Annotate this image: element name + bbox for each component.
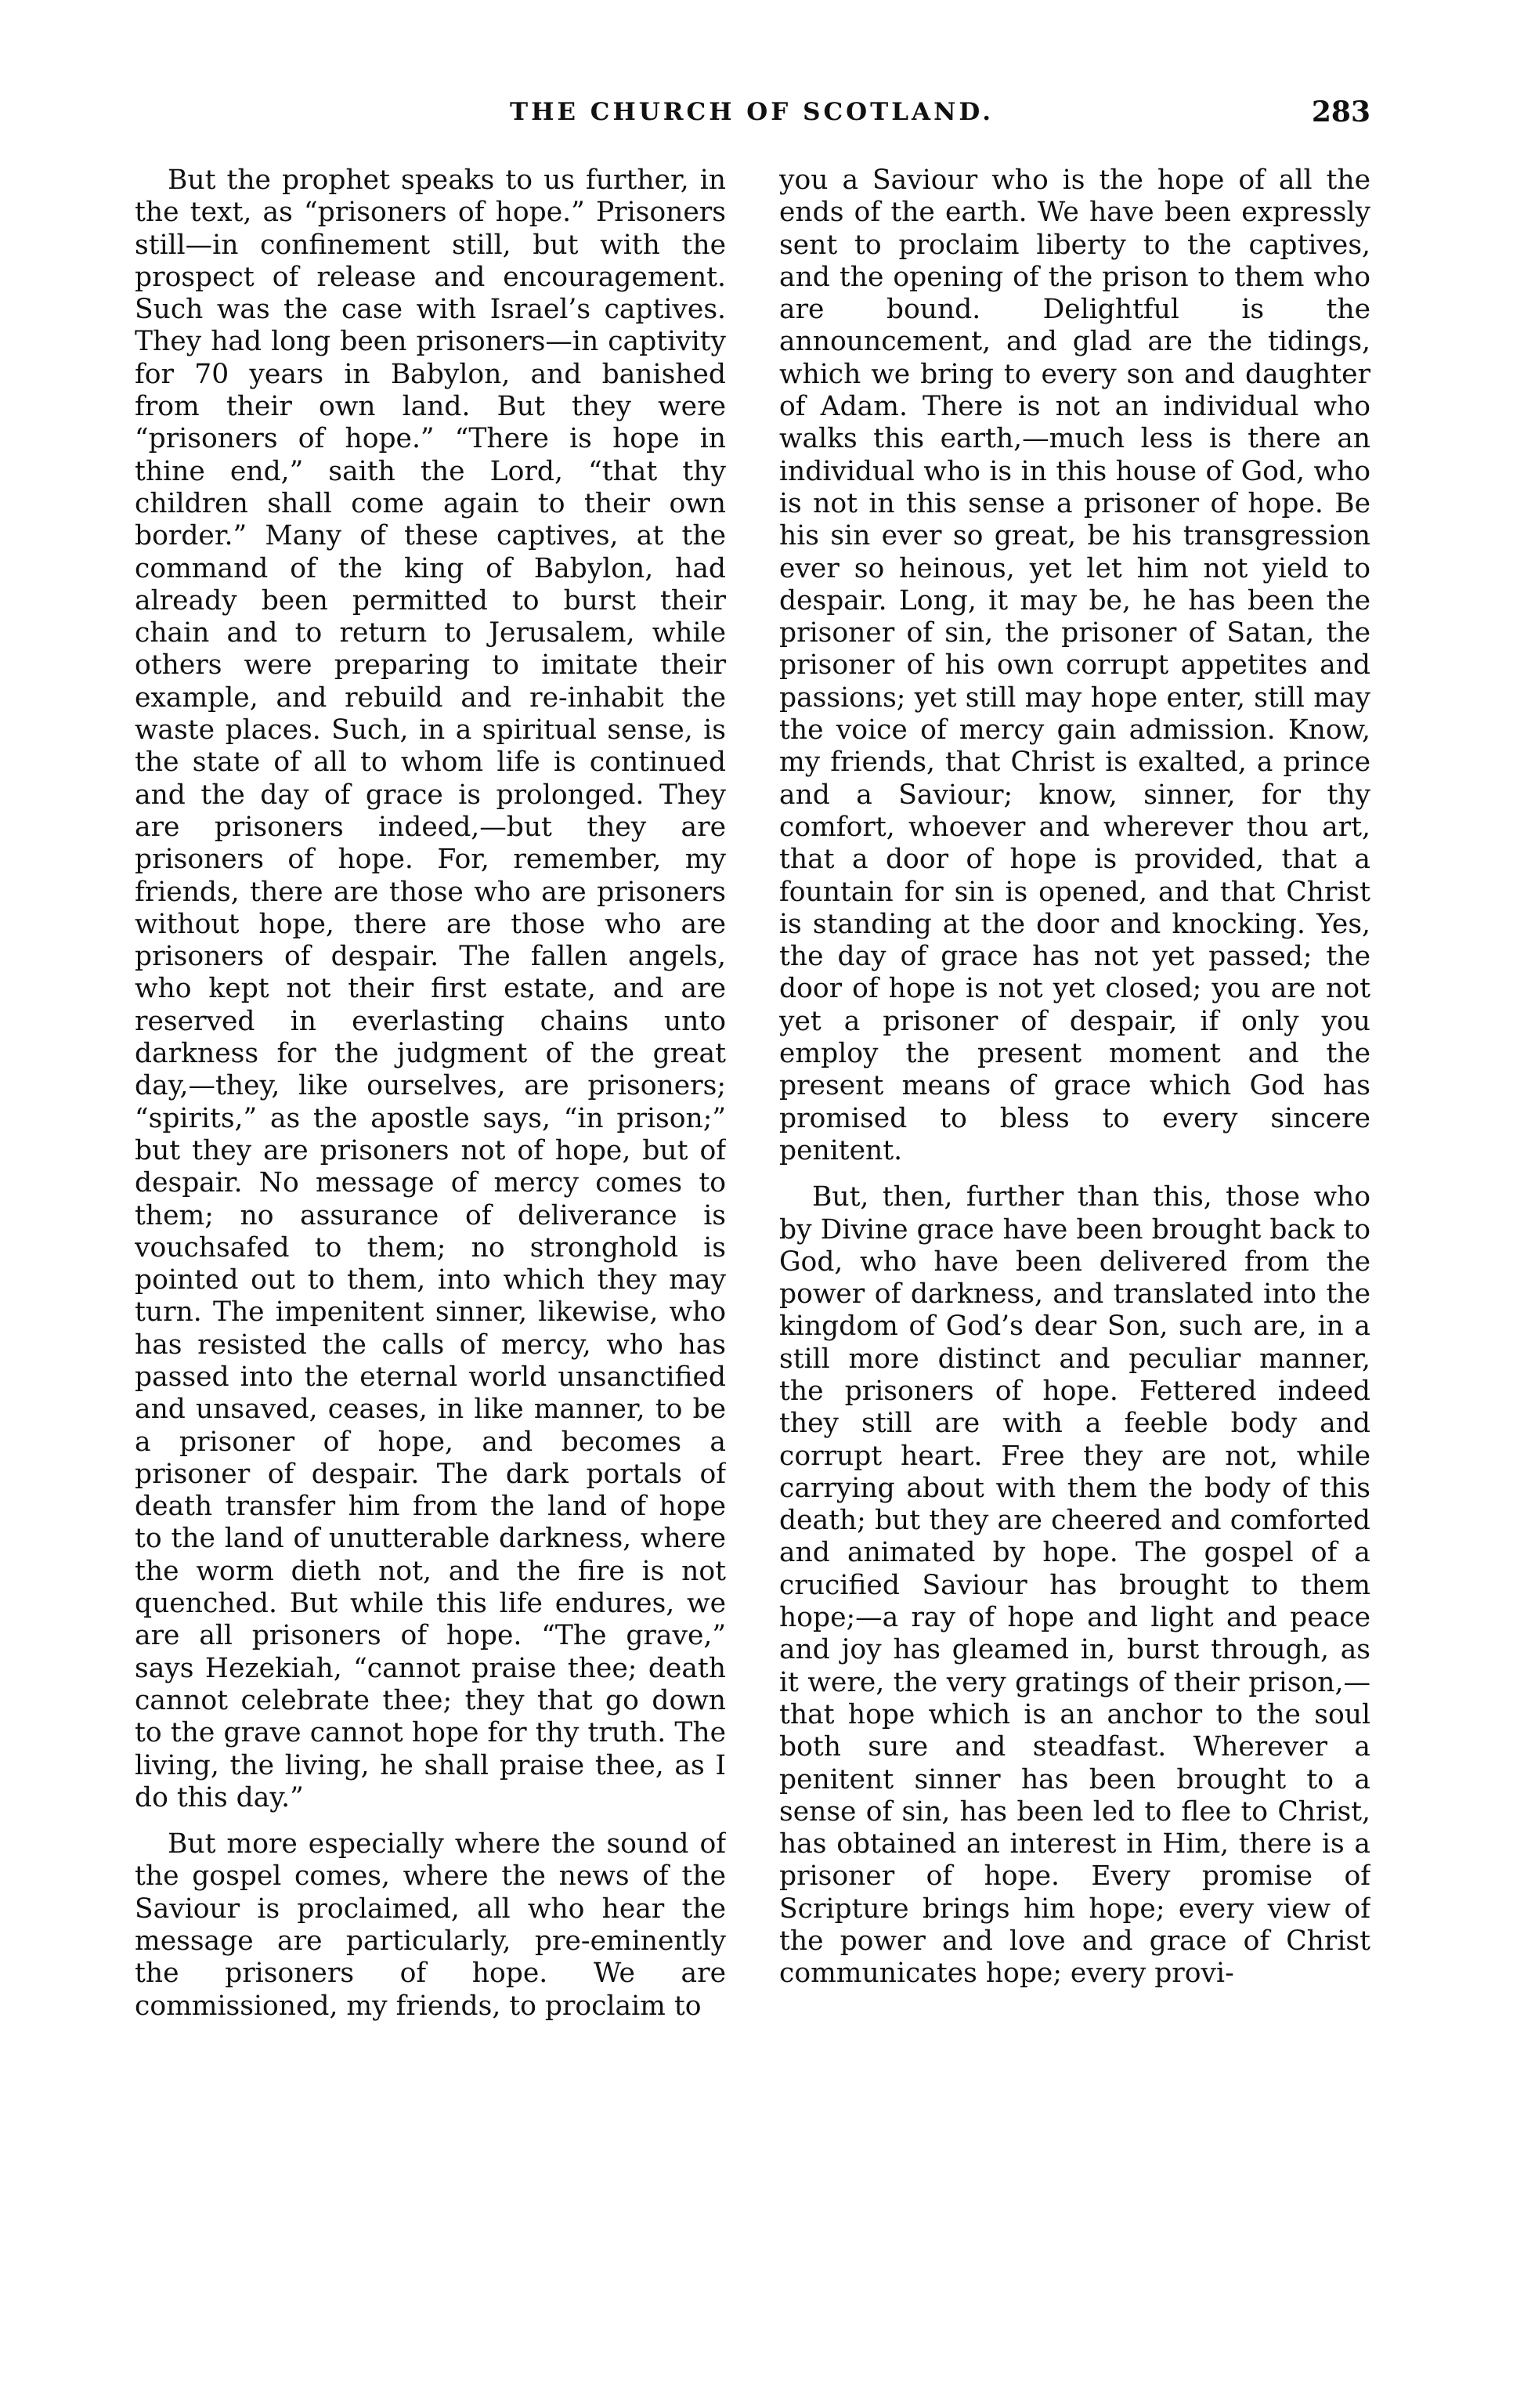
paragraph-continued: you a Saviour who is the hope of all the ends of the earth. We have been expressly sent to proclaim liberty to the captives, and the opening of the prison to them who are bound. Delightful is the announcement, and glad are the tidings, which we bring to every son and daughter of Adam. There is not an individual who walks this earth,—much less is there an individual who is in this house of God, who is not in this sense a prisoner of hope. Be his sin ever so great, be his transgression ever so heinous, yet let him not yield to despair. Long, it may be, he has been the prisoner of sin, the prisoner of Satan, the prisoner of his own corrupt appetites and passions; yet still may hope enter, still may the voice of mercy gain admission. Know, my friends, that Christ is exalted, a prince and a Saviour; know, sinner, for thy comfort, whoever and wherever thou art, that a door of hope is provided, that a fountain for sin is opened, and that Christ is standing at the door and knocking. Yes, the day of grace has not yet passed; the door of hope is not yet closed; you are not yet a prisoner of despair, if only you employ the present moment and the present means of grace which God has promised to bless to every sincere penitent. bbox=[779, 165, 1370, 1166]
paragraph: But more especially where the sound of the gospel comes, where the news of the Saviour is proclaimed, all who hear the message are particularly, pre-eminently the prisoners of hope. We are commissioned, my friends, to proclaim to bbox=[135, 1828, 726, 2022]
page-number: 283 bbox=[1311, 96, 1370, 128]
left-column bbox=[135, 165, 726, 2350]
right-column bbox=[779, 165, 1370, 2350]
paragraph: But, then, further than this, those who by Divine grace have been brought back to God, who have been delivered from the power of darkness, and translated into the kingdom of God’s dear Son, such are, in a still more distinct and peculiar manner, the prisoners of hope. Fettered indeed they still are with a feeble body and corrupt heart. Free they are not, while carrying about with them the body of this death; but they are cheered and comforted and animated by hope. The gospel of a crucified Saviour has brought to them hope;—a ray of hope and light and peace and joy has gleamed in, burst through, as it were, the very gratings of their prison,—that hope which is an anchor to the soul both sure and steadfast. Wherever a penitent sinner has been brought to a sense of sin, has been led to flee to Christ, has obtained an interest in Him, there is a prisoner of hope. Every promise of Scripture brings him hope; every view of the power and love and grace of Christ communicates hope; every provi- bbox=[779, 1181, 1370, 1990]
paragraph: But the prophet speaks to us further, in the text, as “prisoners of hope.” Prisoners still—in confinement still, but with the prospect of release and encouragement. Such was the case with Israel’s captives. They had long been prisoners—in captivity for 70 years in Babylon, and banished from their own land. But they were “prisoners of hope.” “There is hope in thine end,” saith the Lord, “that thy children shall come again to their own border.” Many of these captives, at the command of the king of Babylon, had already been permitted to burst their chain and to return to Jerusalem, while others were preparing to imitate their example, and rebuild and re-inhabit the waste places. Such, in a spiritual sense, is the state of all to whom life is continued and the day of grace is prolonged. They are prisoners indeed,—but they are prisoners of hope. For, remember, my friends, there are those who are prisoners without hope, there are those who are prisoners of despair. The fallen angels, who kept not their first estate, and are reserved in everlasting chains unto darkness for the judgment of the great day,—they, like ourselves, are prisoners; “spirits,” as the apostle says, “in prison;” but they are prisoners not of hope, but of despair. No message of mercy comes to them; no assurance of deliverance is vouchsafed to them; no stronghold is pointed out to them, into which they may turn. The impenitent sinner, likewise, who has resisted the calls of mercy, who has passed into the eternal world unsanctified and unsaved, ceases, in like manner, to be a prisoner of hope, and becomes a prisoner of despair. The dark portals of death transfer him from the land of hope to the land of unutterable darkness, where the worm dieth not, and the fire is not quenched. But while this life endures, we are all prisoners of hope. “The grave,” says Hezekiah, “cannot praise thee; death cannot celebrate thee; they that go down to the grave cannot hope for thy truth. The living, the living, he shall praise thee, as I do this day.” bbox=[135, 165, 726, 1813]
running-head bbox=[133, 92, 1370, 132]
running-title: THE CHURCH OF SCOTLAND. bbox=[510, 98, 994, 126]
text-columns bbox=[135, 165, 1370, 2350]
